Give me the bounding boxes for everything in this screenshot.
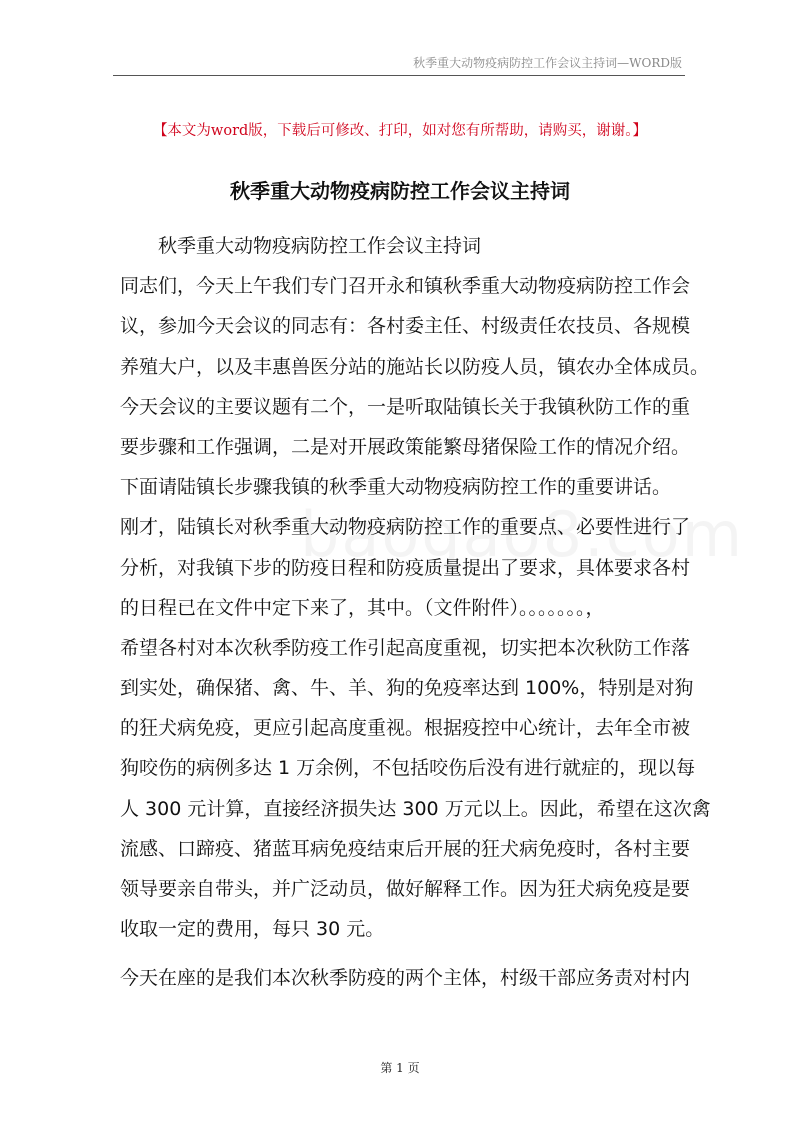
paragraph-line: 的狂犬病免疫，更应引起高度重视。根据疫控中心统计，去年全市被 bbox=[120, 717, 691, 740]
paragraph-line: 希望各村对本次秋季防疫工作引起高度重视，切实把本次秋防工作落 bbox=[120, 636, 691, 659]
paragraph-line: 流感、口蹄疫、猪蓝耳病免疫结束后开展的狂犬病免疫时，各村主要 bbox=[120, 837, 691, 860]
main-paragraph bbox=[120, 266, 711, 949]
page-header-title: 秋季重大动物疫病防控工作会议主持词—WORD版 bbox=[413, 56, 682, 70]
document-body bbox=[120, 226, 711, 999]
body-subtitle: 秋季重大动物疫病防控工作会议主持词 bbox=[158, 235, 482, 257]
paragraph-line: 下面请陆镇长步骤我镇的秋季重大动物疫病防控工作的重要讲话。 bbox=[120, 476, 672, 499]
header-divider bbox=[113, 75, 685, 76]
paragraph-line: 今天会议的主要议题有二个，一是听取陆镇长关于我镇秋防工作的重 bbox=[120, 395, 691, 418]
paragraph-line: 养殖大户，以及丰惠兽医分站的施站长以防疫人员，镇农办全体成员。 bbox=[120, 355, 710, 378]
paragraph-line: 狗咬伤的病例多达 1 万余例，不包括咬伤后没有进行就症的，现以每 bbox=[120, 757, 696, 780]
paragraph-line: 要步骤和工作强调，二是对开展政策能繁母猪保险工作的情况介绍。 bbox=[120, 435, 691, 458]
page-number: 第 1 页 bbox=[380, 1061, 420, 1075]
paragraph-line: 刚才，陆镇长对秋季重大动物疫病防控工作的重要点、必要性进行了 bbox=[120, 516, 691, 539]
paragraph-line: 领导要亲自带头，并广泛动员，做好解释工作。因为狂犬病免疫是要 bbox=[120, 878, 691, 900]
paragraph-line: 人 300 元计算，直接经济损失达 300 万元以上。因此，希望在这次禽 bbox=[120, 797, 711, 820]
download-notice: 【本文为word版，下载后可修改、打印，如对您有所帮助，请购买，谢谢。】 bbox=[152, 123, 648, 139]
paragraph-line: 分析，对我镇下步的防疫日程和防疫质量提出了要求，具体要求各村 bbox=[120, 556, 691, 579]
paragraph-line: 到实处，确保猪、禽、牛、羊、狗的免疫率达到 100%，特别是对狗 bbox=[120, 677, 694, 700]
paragraph-line: 收取一定的费用，每只 30 元。 bbox=[120, 918, 385, 941]
next-paragraph-line: 今天在座的是我们本次秋季防疫的两个主体，村级干部应务责对村内 bbox=[120, 967, 691, 990]
paragraph-line: 议，参加今天会议的同志有：各村委主任、村级责任农技员、各规模 bbox=[120, 315, 691, 338]
document-title: 秋季重大动物疫病防控工作会议主持词 bbox=[230, 179, 570, 203]
paragraph-line: 同志们，今天上午我们专门召开永和镇秋季重大动物疫病防控工作会 bbox=[120, 275, 691, 298]
paragraph-line: 的日程已在文件中定下来了，其中。（文件附件）。。。。。。。， bbox=[120, 596, 605, 619]
